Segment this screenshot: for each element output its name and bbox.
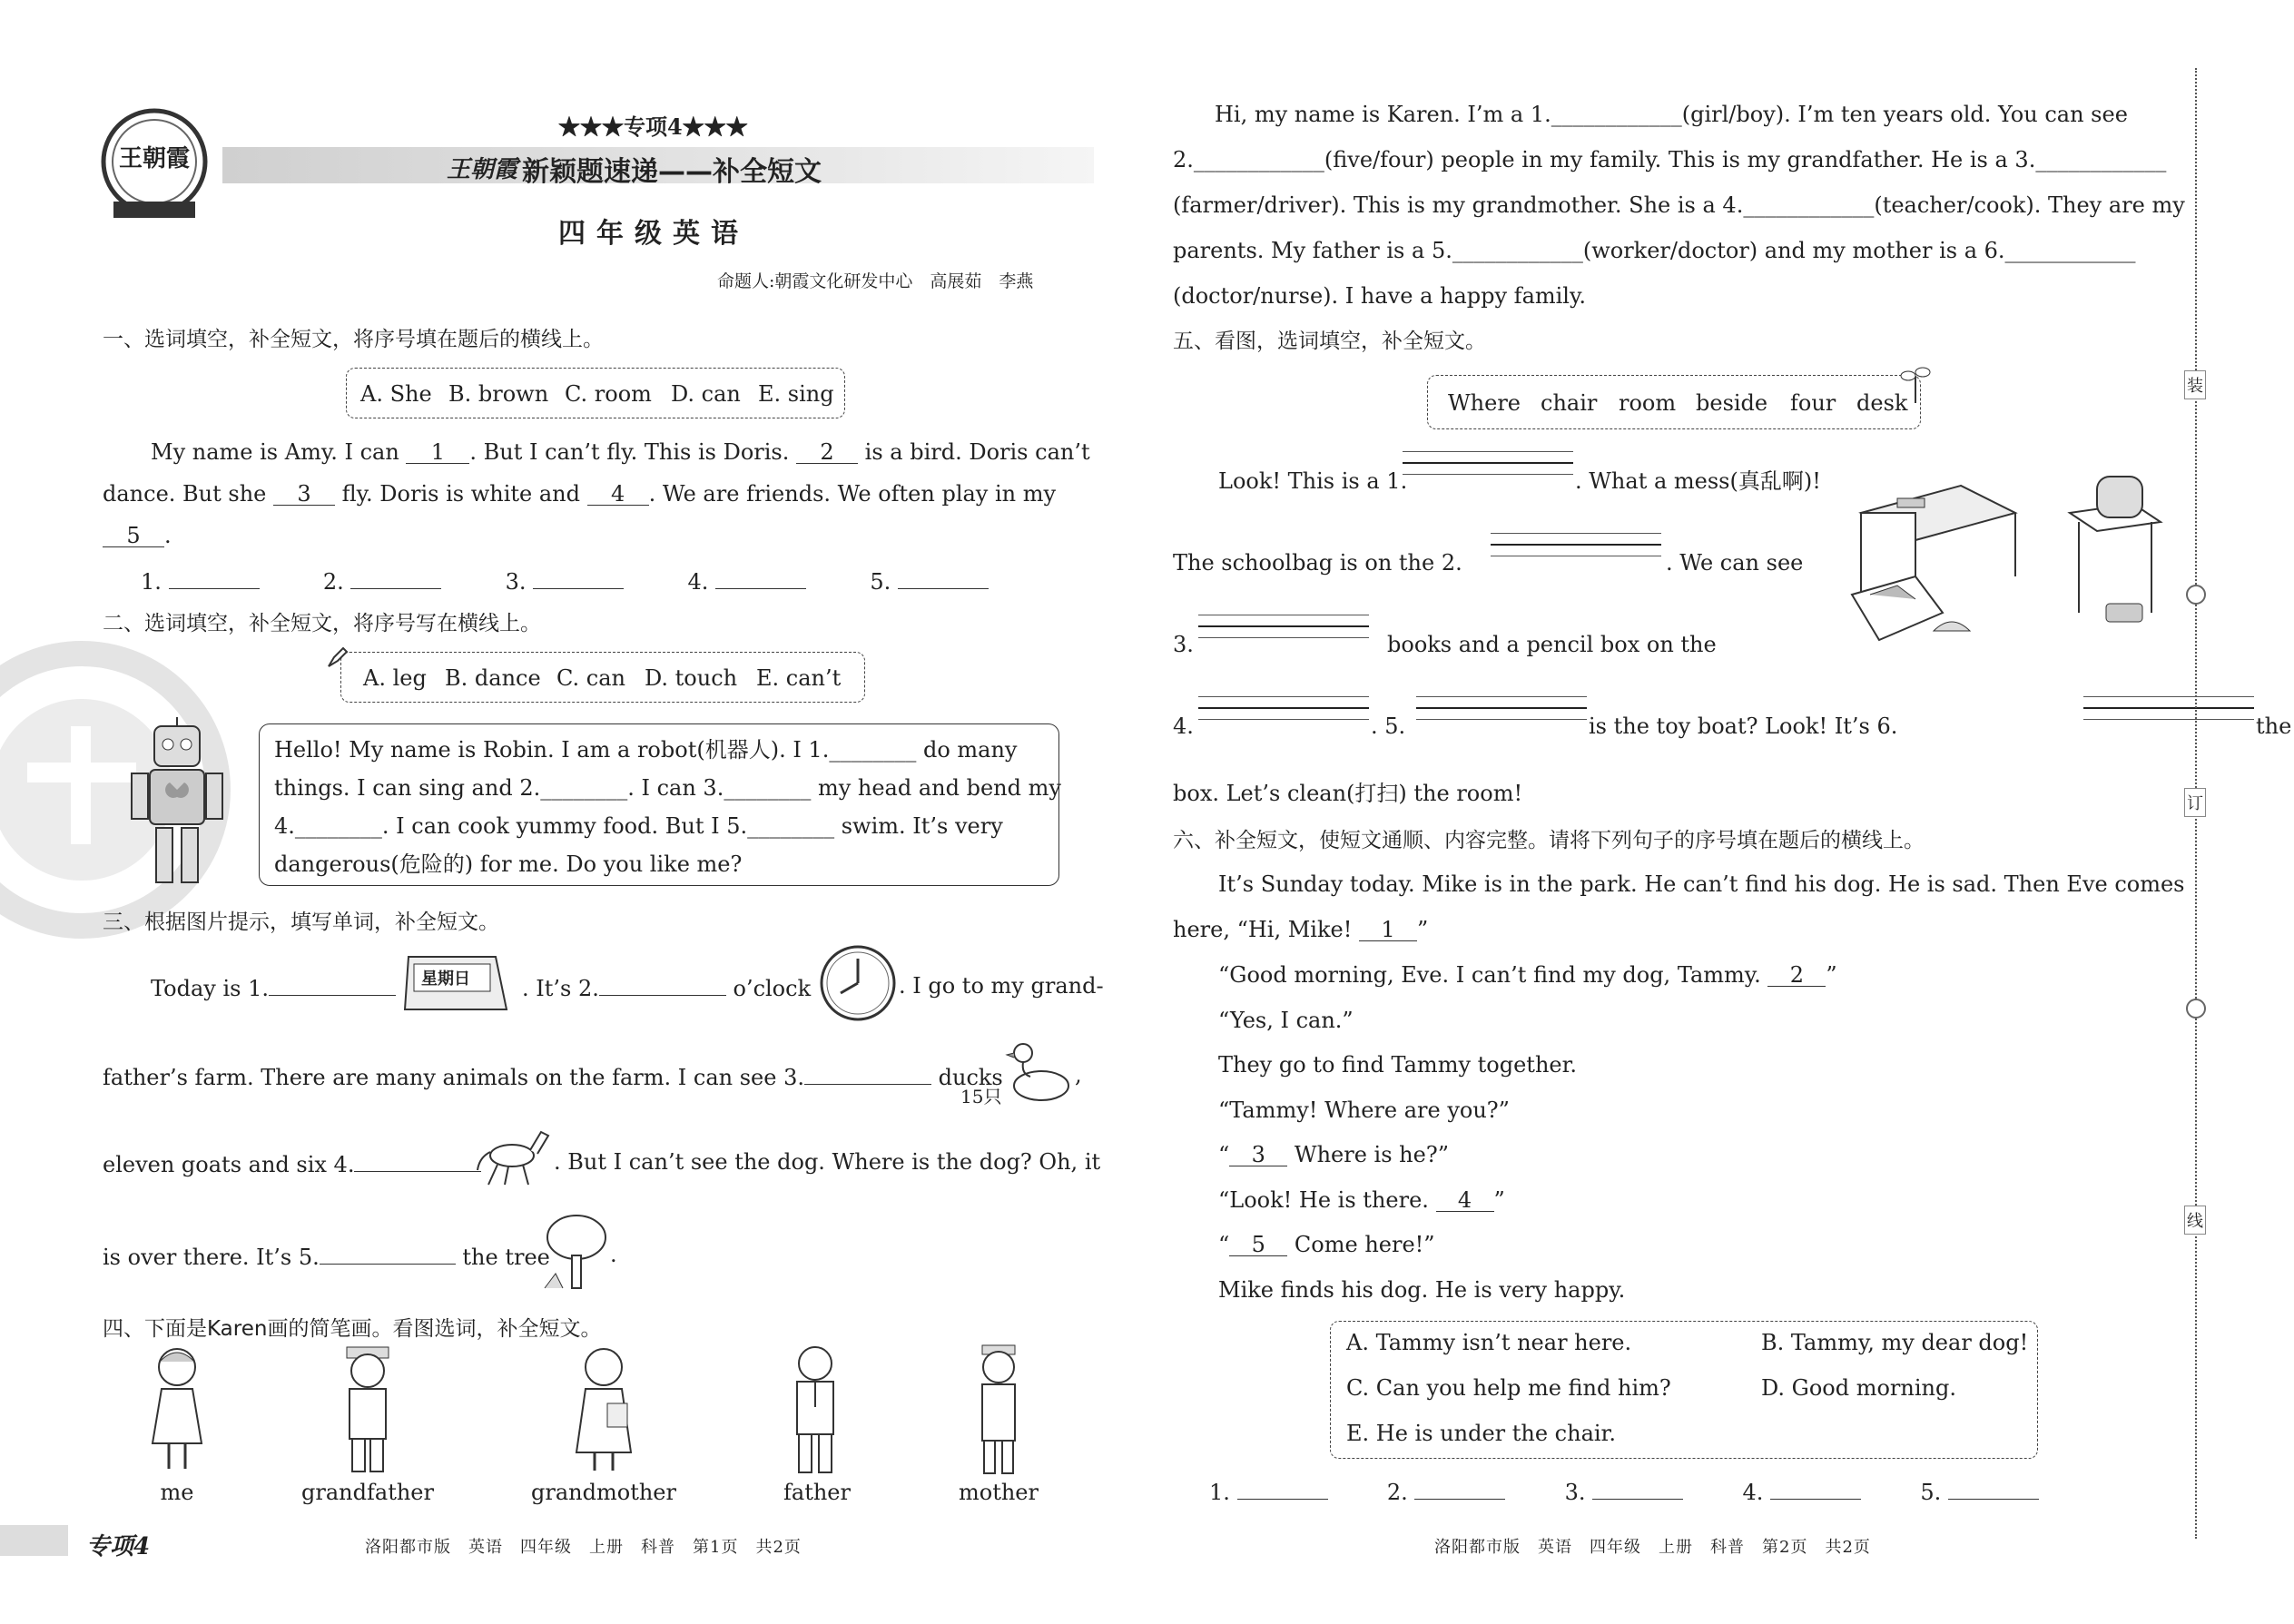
section-2-option-b: B. dance [445, 665, 541, 691]
section-5-line-4c: is the toy boat? Look! It’s 6. [1589, 714, 1898, 739]
option-e: E. He is under the chair. [1346, 1421, 1617, 1446]
girl-figure-icon [145, 1343, 209, 1475]
picture-blank-2[interactable] [599, 971, 726, 996]
blank-1[interactable]: 1 [406, 439, 469, 464]
section-1-line-3: 5 . [103, 521, 172, 550]
story-blank-5[interactable]: 5 [1229, 1232, 1287, 1256]
story-line-9: “ 5 Come here!” [1218, 1232, 1435, 1257]
footer-right: 洛阳都市版 英语 四年级 上册 科普 第2页 共2页 [1434, 1538, 1871, 1557]
word-chair: chair [1541, 390, 1598, 416]
calendar-text: 星期日 [421, 969, 470, 989]
karen-line-1: Hi, my name is Karen. I’m a 1.____________(girl/boy). I’m ten years old. You can see [1215, 102, 2128, 127]
section-3-line-3b: . But I can’t see the dog. Where is the dog? Oh, it [554, 1149, 1101, 1175]
story-line-5: They go to find Tammy together. [1218, 1052, 1578, 1078]
section-2-option-d: D. touch [645, 665, 738, 691]
story-line-7: “ 3 Where is he?” [1218, 1142, 1449, 1167]
section-1-option-d: D. can [671, 381, 741, 407]
story-blank-3[interactable]: 3 [1229, 1142, 1287, 1166]
section-1-option-c: C. room [565, 381, 652, 407]
section-5-line-5: box. Let’s clean(打扫) the room! [1173, 781, 1523, 806]
section-2-option-c: C. can [556, 665, 625, 691]
binding-hole-1-icon [2184, 583, 2208, 606]
word-where: Where [1448, 390, 1521, 416]
s6-answer-4[interactable] [1770, 1475, 1861, 1500]
picture-blank-4[interactable] [354, 1147, 481, 1172]
story-line-1: It’s Sunday today. Mike is in the park. He can’t find his dog. He is sad. Then Eve comes [1218, 871, 2185, 897]
section-5-line-4a: 4. [1173, 714, 1194, 739]
section-6-heading: 六、补全短文，使短文通顺、内容完整。请将下列句子的序号填在题后的横线上。 [1173, 829, 1925, 852]
section-1-option-b: B. brown [448, 381, 549, 407]
section-1-option-e: E. sing [758, 381, 834, 407]
section-3-line-1c: . I go to my grand- [899, 973, 1104, 999]
binding-hole-2-icon [2184, 997, 2208, 1020]
duck-count: 15只 [960, 1086, 1002, 1107]
word-room: room [1619, 390, 1677, 416]
room-blank-2[interactable] [1491, 533, 1661, 566]
speech-line-4: dangerous(危险的) for me. Do you like me? [274, 851, 743, 877]
karen-line-2: 2.____________(five/four) people in my family. This is my grandfather. He is a 3.____________ [1173, 147, 2167, 172]
s6-answer-3[interactable] [1592, 1475, 1683, 1500]
caption-mother: mother [959, 1480, 1039, 1505]
caption-grandfather: grandfather [301, 1480, 434, 1505]
word-beside: beside [1696, 390, 1768, 416]
section-5-line-3a: 3. [1173, 632, 1194, 657]
story-line-3: “Good morning, Eve. I can’t find my dog, Tammy. 2 ” [1218, 962, 1837, 988]
footer-tag-bg [0, 1525, 68, 1556]
story-blank-4[interactable]: 4 [1436, 1187, 1494, 1212]
father-figure-icon [788, 1343, 842, 1475]
room-blank-5[interactable] [1416, 696, 1587, 730]
section-3-line-2: father’s farm. There are many animals on the farm. I can see 3. ducks [103, 1060, 1003, 1092]
footer-left-tag: 专项4 [86, 1533, 151, 1560]
room-blank-3[interactable] [1198, 615, 1369, 648]
s6-answer-1[interactable] [1237, 1475, 1328, 1500]
binding-mark-3: 线 [2184, 1206, 2206, 1235]
series-title: 新颖题速递——补全短文 [522, 156, 822, 188]
blank-4[interactable]: 4 [587, 481, 649, 506]
caption-grandmother: grandmother [531, 1480, 676, 1505]
caption-father: father [783, 1480, 851, 1505]
logo-text: 王朝霞 [118, 145, 190, 172]
answer-4[interactable] [715, 565, 806, 589]
section-3-line-3: eleven goats and six 4. [103, 1147, 481, 1179]
option-d: D. Good morning. [1761, 1375, 1956, 1401]
option-b: B. Tammy, my dear dog! [1761, 1330, 2029, 1355]
clock-icon [819, 944, 897, 1022]
section-3-line-4: is over there. It’s 5. the tree [103, 1240, 550, 1272]
subject-title: 四年级英语 [558, 218, 749, 250]
tree-icon [536, 1210, 617, 1292]
blank-3[interactable]: 3 [273, 481, 335, 506]
topic-tag: ★★★专项4★★★ [558, 113, 748, 140]
section-5-line-2b: . We can see [1666, 550, 1804, 576]
story-blank-1[interactable]: 1 [1359, 917, 1417, 941]
section-3-line-1: Today is 1. [151, 971, 396, 1003]
binding-mark-1: 装 [2184, 370, 2206, 399]
picture-blank-1[interactable] [269, 971, 396, 996]
left-page [0, 0, 1126, 1624]
section-6-answer-row: 1. 2. 3. 4. 5. [1209, 1475, 2039, 1507]
story-line-8: “Look! He is there. 4 ” [1218, 1187, 1505, 1213]
section-3-line-4-end: . [610, 1242, 617, 1267]
pencil-icon [325, 645, 350, 670]
answer-1[interactable] [169, 565, 260, 589]
speech-line-3: 4.________. I can cook yummy food. But I 5.________ swim. It’s very [274, 813, 1003, 839]
right-page [1144, 0, 2294, 1624]
speech-line-2: things. I can sing and 2.________. I can 3.________ my head and bend my [274, 775, 1061, 801]
grandmother-figure-icon [567, 1343, 640, 1475]
footer-left: 洛阳都市版 英语 四年级 上册 科普 第1页 共2页 [365, 1538, 802, 1557]
answer-2[interactable] [350, 565, 441, 589]
duck-icon [1003, 1033, 1076, 1110]
section-3-heading: 三、根据图片提示，填写单词，补全短文。 [103, 910, 499, 934]
duck-comma: , [1075, 1062, 1082, 1088]
section-5-line-4d: the [2256, 714, 2292, 739]
section-1-line-1: My name is Amy. I can 1 . But I can’t fly. This is Doris. 2 is a bird. Doris can’t [151, 439, 1090, 465]
brand-logo [100, 107, 209, 216]
authors: 命题人:朝霞文化研发中心 高展茹 李燕 [717, 271, 1034, 291]
section-1-option-a: A. She [360, 381, 432, 407]
section-5-line-1a: Look! This is a 1. [1218, 468, 1408, 494]
brand-small: 王朝霞 [447, 156, 518, 183]
room-blank-4[interactable] [1198, 696, 1369, 730]
karen-line-5: (doctor/nurse). I have a happy family. [1173, 283, 1586, 309]
robot-illustration-icon [127, 717, 236, 899]
story-line-4: “Yes, I can.” [1218, 1008, 1354, 1033]
section-5-line-2a: The schoolbag is on the 2. [1173, 550, 1462, 576]
word-four: four [1790, 390, 1836, 416]
story-blank-2[interactable]: 2 [1767, 962, 1826, 987]
room-blank-6[interactable] [2083, 696, 2254, 730]
messy-room-illustration-icon [1834, 458, 2179, 672]
story-line-6: “Tammy! Where are you?” [1218, 1097, 1510, 1123]
binding-mark-2: 订 [2184, 788, 2206, 817]
picture-blank-3[interactable] [804, 1060, 931, 1085]
s6-answer-5[interactable] [1948, 1475, 2039, 1500]
speech-line-1: Hello! My name is Robin. I am a robot(机器人). I 1.________ do many [274, 737, 1018, 763]
word-desk: desk [1856, 390, 1908, 416]
karen-line-3: (farmer/driver). This is my grandmother. She is a 4.____________(teacher/cook). They are my [1173, 192, 2185, 218]
room-blank-1[interactable] [1403, 451, 1573, 485]
section-2-heading: 二、选词填空，补全短文，将序号写在横线上。 [103, 612, 541, 635]
section-5-line-1b: . What a mess(真乱啊)! [1575, 468, 1821, 494]
section-1-answer-row: 1. 2. 3. 4. 5. [141, 565, 989, 596]
s6-answer-2[interactable] [1414, 1475, 1505, 1500]
section-2-option-e: E. can’t [756, 665, 842, 691]
section-5-heading: 五、看图，选词填空，补全短文。 [1173, 330, 1486, 353]
section-3-line-1b: . It’s 2. o’clock [522, 971, 811, 1003]
karen-line-4: parents. My father is a 5.____________(worker/doctor) and my mother is a 6.____________ [1173, 238, 2136, 263]
section-4-heading: 四、下面是Karen画的简笔画。看图选词，补全短文。 [103, 1317, 602, 1341]
section-5-line-3b: books and a pencil box on the [1387, 632, 1717, 657]
story-line-10: Mike finds his dog. He is very happy. [1218, 1277, 1626, 1303]
section-5-line-4b: . 5. [1371, 714, 1406, 739]
section-1-line-2: dance. But she 3 fly. Doris is white and 4 . We are friends. We often play in my [103, 481, 1057, 507]
caption-me: me [160, 1480, 194, 1505]
option-c: C. Can you help me find him? [1346, 1375, 1671, 1401]
section-1-heading: 一、选词填空，补全短文，将序号填在题后的横线上。 [103, 328, 604, 351]
answer-3[interactable] [533, 565, 624, 589]
horse-icon [472, 1121, 554, 1189]
story-line-2: here, “Hi, Mike! 1 ” [1173, 917, 1429, 942]
calendar-illustration [401, 951, 510, 1015]
blank-5[interactable]: 5 [103, 523, 164, 547]
blank-2[interactable]: 2 [796, 439, 858, 464]
mother-figure-icon [971, 1343, 1026, 1475]
option-a: A. Tammy isn’t near here. [1346, 1330, 1632, 1355]
grandfather-figure-icon [336, 1343, 399, 1475]
answer-5[interactable] [898, 565, 989, 589]
section-2-option-a: A. leg [363, 665, 427, 691]
picture-blank-5[interactable] [320, 1240, 456, 1265]
